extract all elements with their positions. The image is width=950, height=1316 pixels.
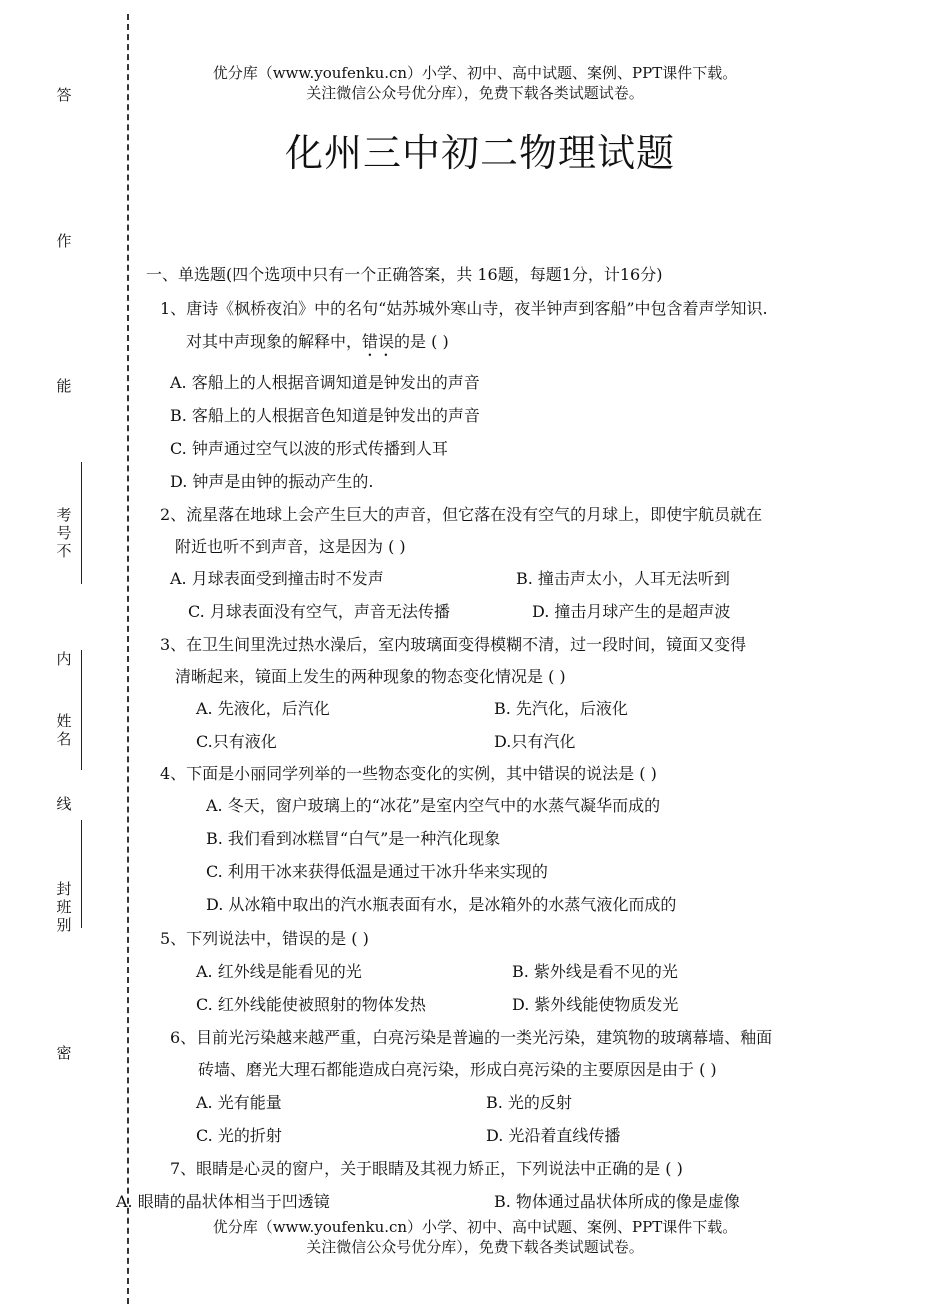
margin-label-xingming: 姓名 bbox=[56, 712, 72, 748]
q1-stem: 1、唐诗《枫桥夜泊》中的名句“姑苏城外寒山寺，夜半钟声到客船”中包含着声学知识. bbox=[160, 299, 768, 318]
q5-option-b: B. 紫外线是看不见的光 bbox=[512, 962, 678, 981]
margin-line-kaohao bbox=[81, 462, 82, 584]
margin-label-neng: 能 bbox=[56, 377, 72, 395]
q6-option-c: C. 光的折射 bbox=[196, 1126, 282, 1145]
q2-option-b: B. 撞击声太小，人耳无法听到 bbox=[516, 569, 730, 588]
q6-option-b: B. 光的反射 bbox=[486, 1093, 572, 1112]
q2-option-c: C. 月球表面没有空气，声音无法传播 bbox=[188, 602, 450, 621]
margin-label-zuo: 作 bbox=[56, 232, 72, 250]
q4-option-c: C. 利用干冰来获得低温是通过干冰升华来实现的 bbox=[206, 862, 548, 881]
q5-option-a: A. 红外线是能看见的光 bbox=[196, 962, 362, 981]
header-line-2: 关注微信公众号优分库），免费下载各类试题试卷。 bbox=[306, 84, 644, 102]
q3-option-a: A. 先液化，后汽化 bbox=[196, 699, 330, 718]
q7-option-a: A. 眼睛的晶状体相当于凹透镜 bbox=[116, 1192, 330, 1211]
footer-line-1: 优分库（www.youfenku.cn）小学、初中、高中试题、案例、PPT课件下载。 bbox=[212, 1218, 738, 1236]
margin-label-xian: 线 bbox=[56, 795, 72, 813]
q4-option-b: B. 我们看到冰糕冒“白气”是一种汽化现象 bbox=[206, 829, 501, 848]
q1-emphasis: 错误 bbox=[362, 332, 395, 351]
q4-option-a: A. 冬天，窗户玻璃上的“冰花”是室内空气中的水蒸气凝华而成的 bbox=[206, 796, 661, 815]
margin-line-banbie bbox=[81, 820, 82, 928]
q1-stem-2: 对其中声现象的解释中，错误的是 ( ) bbox=[186, 332, 449, 351]
q3-option-c: C.只有液化 bbox=[196, 732, 277, 751]
q4-stem: 4、下面是小丽同学列举的一些物态变化的实例，其中错误的说法是 ( ) bbox=[160, 764, 657, 783]
q1-option-b: B. 客船上的人根据音色知道是钟发出的声音 bbox=[170, 406, 480, 425]
q7-stem: 7、眼睛是心灵的窗户，关于眼睛及其视力矫正，下列说法中正确的是 ( ) bbox=[170, 1159, 683, 1178]
q7-option-b: B. 物体通过晶状体所成的像是虚像 bbox=[494, 1192, 740, 1211]
q1-option-d: D. 钟声是由钟的振动产生的. bbox=[170, 472, 374, 491]
margin-label-banbie: 封班别 bbox=[56, 880, 72, 934]
margin-label-mi: 密 bbox=[56, 1044, 72, 1062]
q5-option-d: D. 紫外线能使物质发光 bbox=[512, 995, 679, 1014]
q5-option-c: C. 红外线能使被照射的物体发热 bbox=[196, 995, 426, 1014]
q6-stem-2: 砖墙、磨光大理石都能造成白亮污染，形成白亮污染的主要原因是由于 ( ) bbox=[198, 1060, 717, 1079]
q3-option-b: B. 先汽化，后液化 bbox=[494, 699, 628, 718]
q2-stem-2: 附近也听不到声音，这是因为 ( ) bbox=[175, 537, 406, 556]
q6-option-d: D. 光沿着直线传播 bbox=[486, 1126, 621, 1145]
q3-stem-2: 清晰起来，镜面上发生的两种现象的物态变化情况是 ( ) bbox=[175, 667, 566, 686]
q4-option-d: D. 从冰箱中取出的汽水瓶表面有水，是冰箱外的水蒸气液化而成的 bbox=[206, 895, 677, 914]
margin-label-kaohao: 考号不 bbox=[56, 506, 72, 560]
q1-option-c: C. 钟声通过空气以波的形式传播到人耳 bbox=[170, 439, 448, 458]
q1-option-a: A. 客船上的人根据音调知道是钟发出的声音 bbox=[170, 373, 480, 392]
q2-stem: 2、流星落在地球上会产生巨大的声音，但它落在没有空气的月球上，即使宇航员就在 bbox=[160, 505, 763, 524]
binding-dashed-line bbox=[127, 14, 129, 1304]
q3-stem: 3、在卫生间里洗过热水澡后，室内玻璃面变得模糊不清，过一段时间，镜面又变得 bbox=[160, 635, 747, 654]
margin-label-nei: 内 bbox=[56, 650, 72, 668]
q2-option-d: D. 撞击月球产生的是超声波 bbox=[532, 602, 731, 621]
q3-option-d: D.只有汽化 bbox=[494, 732, 576, 751]
q5-stem: 5、下列说法中，错误的是 ( ) bbox=[160, 929, 369, 948]
header-line-1: 优分库（www.youfenku.cn）小学、初中、高中试题、案例、PPT课件下载。 bbox=[212, 64, 738, 82]
margin-line-xingming bbox=[81, 650, 82, 770]
q2-option-a: A. 月球表面受到撞击时不发声 bbox=[170, 569, 384, 588]
q6-stem: 6、目前光污染越来越严重，白亮污染是普遍的一类光污染，建筑物的玻璃幕墙、釉面 bbox=[170, 1028, 773, 1047]
section-heading: 一、单选题(四个选项中只有一个正确答案，共 16题，每题1分，计16分) bbox=[146, 265, 663, 284]
margin-label-da: 答 bbox=[56, 86, 72, 104]
q6-option-a: A. 光有能量 bbox=[196, 1093, 282, 1112]
footer-line-2: 关注微信公众号优分库），免费下载各类试题试卷。 bbox=[306, 1238, 644, 1256]
page-title: 化州三中初二物理试题 bbox=[284, 131, 675, 175]
